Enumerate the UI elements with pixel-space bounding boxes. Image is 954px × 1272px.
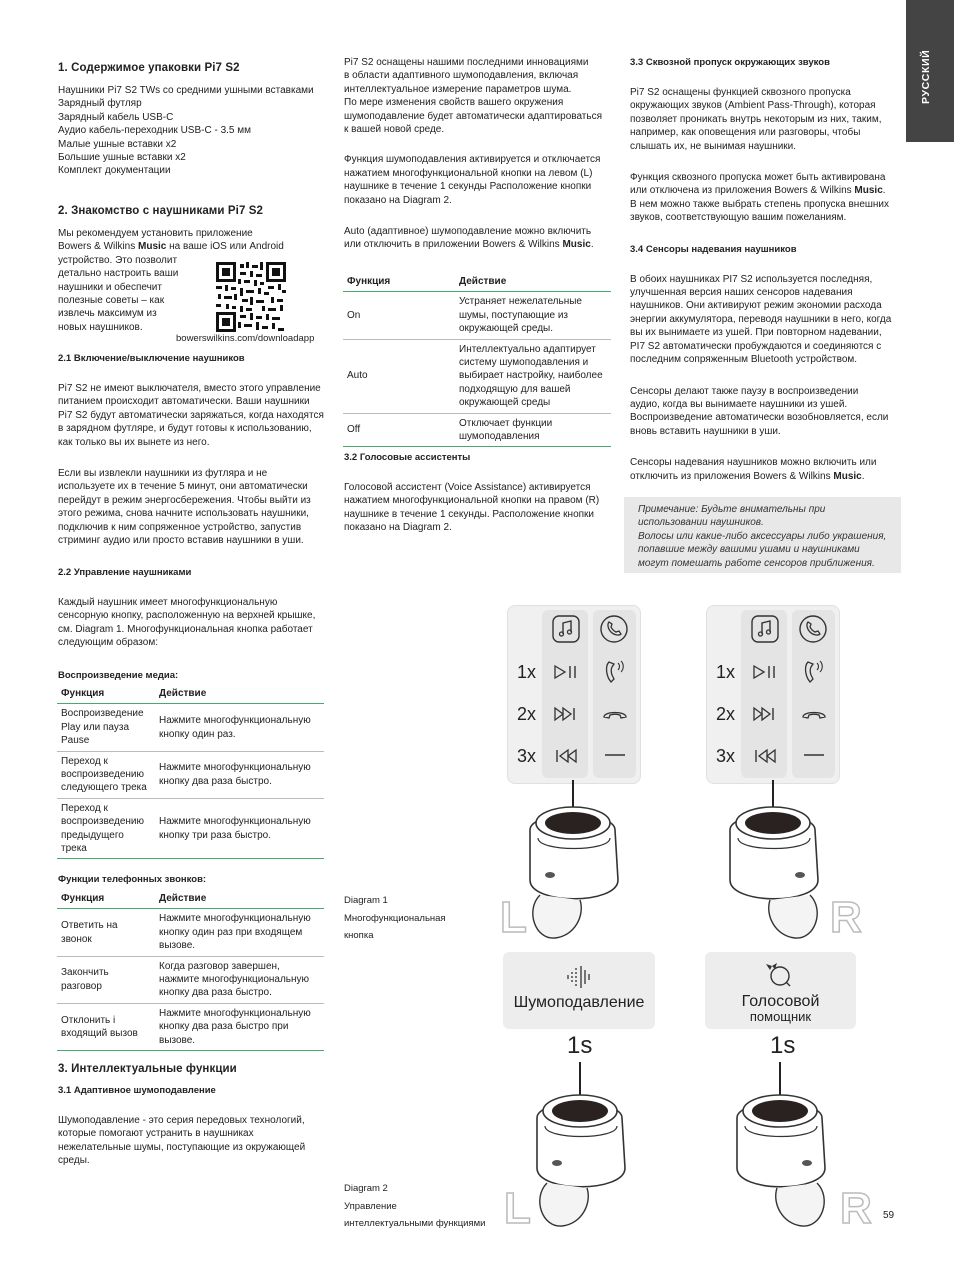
press-count-1: 1x: [716, 662, 736, 682]
noise-cancelling-icon: [565, 964, 593, 990]
section-3-title: 3. Интеллектуальные функции: [58, 1063, 237, 1075]
paragraph-line: По мере изменения свойств вашего окружения: [344, 97, 564, 109]
music-note-icon: [750, 614, 780, 644]
incoming-call-icon: [603, 658, 627, 686]
table-cell: Нажмите многофункциональную кнопку два раза быстро.: [155, 751, 324, 798]
table-cell: Auto: [343, 339, 455, 413]
paragraph-line: энергии аккумулятора, переводя наушники в него, когда: [630, 313, 892, 325]
press-count-1: 1x: [517, 662, 537, 682]
table-header: Функция: [57, 684, 155, 704]
phone-icon: [599, 614, 629, 644]
press-count-3: 3x: [716, 746, 736, 766]
caption-line: Diagram 1: [344, 895, 388, 906]
paragraph-line: звуков, соответствующую вашим пожеланиям.: [630, 212, 847, 224]
list-item: Комплект документации: [58, 165, 171, 177]
paragraph-line: позволяет проникать внутрь некоторым из них, таким,: [630, 113, 882, 125]
paragraph-line: интеллектуальное измерение параметров шума.: [344, 83, 572, 95]
diagram-1-caption: [344, 892, 494, 945]
table-cell: Отклонить і входящий вызов: [57, 1003, 155, 1050]
paragraph-line: или отключена из приложения Bowers & Wilkins Music.: [630, 185, 886, 197]
paragraph-line: Pi7 S2 будут автоматически заряжаться, когда находятся: [58, 409, 324, 421]
paragraph-line: улучшенная версия наших сенсоров надевания: [630, 287, 853, 299]
app-name: Music: [854, 185, 883, 197]
media-table: [57, 684, 324, 859]
caption-line: интеллектуальными функциями: [344, 1218, 486, 1229]
section-1: [58, 61, 328, 178]
voice-assistant-card: [705, 952, 856, 1029]
paragraph-line: Функция сквозного пропуска может быть активирована: [630, 172, 886, 184]
paragraph-line: в зарядном футляре, и будут готовы к использованию,: [58, 423, 312, 435]
app-name: Music: [138, 241, 167, 253]
section-2: [58, 204, 328, 334]
paragraph-line: окружающих звуков (Ambient Pass-Through), которая: [630, 100, 876, 112]
anc-label: Шумоподавление: [513, 994, 645, 1011]
calls-table-title: Функции телефонных звонков:: [58, 874, 207, 885]
paragraph-line: нажатием многофункциональной кнопки на левом (L): [344, 167, 593, 179]
left-letter: L: [500, 893, 527, 942]
section-2-2: [58, 566, 328, 650]
note-line: могут помешать работе сенсоров приближения.: [638, 557, 875, 569]
paragraph-line: устройство. Это позволит: [58, 254, 178, 266]
dash-icon: [802, 750, 826, 760]
paragraph-line: нажатием многофункциональной кнопки на правом (R): [344, 495, 600, 507]
paragraph-line: сенсорную кнопку, расположенную на верхней крышке,: [58, 610, 316, 622]
table-cell: Переход к воспроизведению следующего трека: [57, 751, 155, 798]
list-item: Наушники Pi7 S2 TWs со средними ушными вставками: [58, 85, 314, 96]
anc-card: [503, 952, 655, 1029]
diagram-1-right-panel: [706, 605, 840, 784]
note-box: [624, 497, 901, 573]
paragraph-line: наушнике в течение 1 секунды Расположение кнопки: [344, 181, 592, 193]
right-letter: R: [830, 893, 862, 942]
paragraph-line: как только вы их вынете из него.: [58, 436, 210, 448]
media-table-title: Воспроизведение медиа:: [58, 670, 179, 681]
diagram-2-caption: [344, 1180, 504, 1233]
app-name: Music: [833, 470, 862, 482]
caption-line: Diagram 2: [344, 1183, 388, 1194]
caption-line: Управление: [344, 1200, 397, 1212]
table-header: Функция: [343, 272, 455, 292]
table-row: [57, 798, 324, 859]
table-header: Функция: [57, 889, 155, 909]
caption-line: кнопка: [344, 930, 374, 941]
table-cell: Закончить разговор: [57, 956, 155, 1003]
right-letter-2: R: [840, 1184, 872, 1233]
table-cell: Отключает функции шумоподавления: [455, 413, 611, 447]
next-track-icon: [552, 706, 580, 722]
table-row: [343, 413, 611, 447]
table-cell: Переход к воспроизведению предыдущего трека: [57, 798, 155, 859]
table-cell: Интеллектуально адаптирует систему шумоподавления и выбирает настройку, наиболее подходящую для вашей окружающей среды: [455, 339, 611, 413]
paragraph-line: среды.: [58, 1155, 90, 1167]
next-track-icon: [751, 706, 779, 722]
col3-text: [630, 56, 900, 483]
table-row: [57, 704, 324, 751]
note-line: попавшие между вашими ушами и наушниками: [638, 544, 860, 556]
paragraph-line: этого режима, снова начните использовать наушники,: [58, 508, 309, 520]
section-2-1-title: 2.1 Включение/выключение наушников: [58, 353, 245, 364]
paragraph-line: Auto (адаптивное) шумоподавление можно включить: [344, 226, 592, 238]
section-1-title: 1. Содержимое упаковки Pi7 S2: [58, 62, 240, 74]
paragraph-line: Воспроизведение автоматически возобновляется, если: [630, 412, 889, 424]
hang-up-icon: [601, 707, 629, 721]
table-cell: Нажмите многофункциональную кнопку два раза быстро при вызове.: [155, 1003, 324, 1050]
table-row: [57, 909, 324, 956]
app-name: Music: [562, 239, 591, 251]
calls-table: [57, 889, 324, 1051]
paragraph-line: Pi7 S2 оснащены нашими последними инновациями: [344, 57, 589, 68]
package-contents-list: [58, 84, 328, 178]
note-line: Волосы или какие-либо аксессуары либо украшения,: [638, 530, 887, 542]
voice-assistant-icon: [763, 960, 795, 988]
paragraph-line: слышать их, не вынимая наушники.: [630, 140, 797, 152]
paragraph-line: полезные советы – как: [58, 295, 165, 307]
paragraph-line: вновь вставить наушники в уши.: [630, 425, 781, 437]
right-earbud-illustration-2: [705, 1062, 855, 1232]
section-3-4-title: 3.4 Сенсоры надевания наушников: [630, 243, 797, 255]
paragraph-line: стриминг аудио или просто вставив наушники в уши.: [58, 535, 304, 547]
press-count-3: 3x: [517, 746, 537, 766]
paragraph-line: или отключить в приложении Bowers & Wilkins Music.: [344, 239, 594, 251]
section-2-2-title: 2.2 Управление наушниками: [58, 567, 192, 578]
paragraph-line: наушники и обеспечит: [58, 281, 162, 293]
paragraph-line: следующим образом:: [58, 637, 158, 649]
table-row: [57, 956, 324, 1003]
language-tab-label: РУССКИЙ: [920, 49, 932, 104]
list-item: Большие ушные вставки x2: [58, 152, 186, 164]
hang-up-icon: [800, 707, 828, 721]
paragraph-line: отключить из приложения Bowers & Wilkins Music.: [630, 470, 865, 482]
qr-code-icon[interactable]: [216, 262, 286, 332]
voice-assistant-label-1: Голосовой: [741, 993, 820, 1010]
left-letter-2: L: [504, 1184, 531, 1233]
section-2-title: 2. Знакомство с наушниками Pi7 S2: [58, 205, 264, 217]
page-number: 59: [883, 1210, 895, 1221]
play-pause-icon: [552, 664, 580, 680]
table-cell: Нажмите многофункциональную кнопку один раз.: [155, 704, 324, 751]
dash-icon: [603, 750, 627, 760]
press-count-2: 2x: [716, 704, 736, 724]
diagram-1-left-panel: [507, 605, 641, 784]
download-url[interactable]: bowerswilkins.com/downloadapp: [176, 333, 315, 344]
paragraph-line: Bowers & Wilkins Music на ваше iOS или Android: [58, 241, 284, 253]
paragraph-line: Pi7 S2 не имеют выключателя, вместо этого управление: [58, 383, 321, 394]
paragraph-line: Если вы извлекли наушники из футляра и не: [58, 468, 268, 480]
paragraph-line: Pi7 S2 оснащены функцией сквозного пропуска: [630, 87, 851, 98]
section-3: [58, 1062, 328, 1168]
table-header: Действие: [155, 684, 324, 704]
table-header: Действие: [155, 889, 324, 909]
play-pause-icon: [751, 664, 779, 680]
note-line: использовании наушников.: [638, 517, 764, 529]
paragraph-line: детально настроить ваши: [58, 268, 179, 280]
paragraph-line: к вашей новой среде.: [344, 124, 445, 136]
list-item: Малые ушные вставки x2: [58, 138, 177, 150]
table-row: [343, 339, 611, 413]
press-count-2: 2x: [517, 704, 537, 724]
section-3-2-title: 3.2 Голосовые ассистенты: [344, 452, 471, 463]
list-item: Зарядный футляр: [58, 98, 142, 110]
table-cell: Устраняет нежелательные шумы, поступающие из окружающей среды.: [455, 292, 611, 339]
paragraph-line: Сенсоры надевания наушников можно включить или: [630, 457, 877, 469]
paragraph-line: извлечь максимум из: [58, 308, 157, 320]
paragraph-line: наушников. Они активируют режим экономии расхода: [630, 300, 882, 312]
paragraph-line: Мы рекомендуем установить приложение: [58, 228, 253, 239]
previous-track-icon: [552, 748, 580, 764]
paragraph-line: Голосовой ассистент (Voice Assistance) активируется: [344, 482, 591, 493]
section-2-1: [58, 352, 328, 547]
paragraph-line: показано на Diagram 2.: [344, 194, 452, 206]
table-cell: Ответить на звонок: [57, 909, 155, 956]
table-cell: On: [343, 292, 455, 339]
table-cell: Off: [343, 413, 455, 447]
section-3-3-title: 3.3 Сквозной пропуск окружающих звуков: [630, 57, 830, 68]
right-earbud-illustration: [700, 780, 850, 945]
paragraph-line: последним сопряженным Bluetooth устройством.: [630, 354, 858, 366]
paragraph-line: которые помогают устранить в наушниках: [58, 1128, 254, 1140]
note-line: Примечание: Будьте внимательны при: [638, 504, 826, 515]
paragraph-line: шумоподавление будет автоматически адаптироваться: [344, 110, 603, 122]
paragraph-line: в области адаптивного шумоподавления, включая: [344, 70, 579, 82]
paragraph-line: В нем можно также выбрать степень пропуска внешних: [630, 198, 890, 210]
hold-duration-left: 1s: [567, 1032, 593, 1059]
paragraph-line: используете их в течение 5 минут, они автоматически: [58, 481, 308, 493]
voice-assistant-label-2: помощник: [749, 1009, 812, 1024]
paragraph-line: В обоих наушниках PI7 S2 используется последняя,: [630, 273, 873, 285]
table-row: [343, 292, 611, 339]
table-cell: Воспроизведение Play или пауза Pause: [57, 704, 155, 751]
paragraph-line: PI7 S2 автоматически пробуждаются и соединяются с: [630, 340, 882, 352]
list-item: Зарядный кабель USB-C: [58, 111, 174, 123]
paragraph-line: Сенсоры делают также паузу в воспроизведении: [630, 385, 859, 397]
hold-duration-right: 1s: [770, 1032, 796, 1059]
phone-icon: [798, 614, 828, 644]
previous-track-icon: [751, 748, 779, 764]
table-cell: Нажмите многофункциональную кнопку один раз при входящем вызове.: [155, 909, 324, 956]
paragraph-line: аудио, когда вы вынимаете наушники из ушей.: [630, 398, 848, 410]
col2-text: [344, 56, 610, 252]
language-tab: [906, 0, 954, 142]
table-header: Действие: [455, 272, 611, 292]
paragraph-line: питанием происходит автоматически. Ваши наушники: [58, 396, 310, 408]
paragraph-line: нежелательные шумы, поступающие из окружающей: [58, 1141, 306, 1153]
paragraph-line: см. Diagram 1. Многофункциональная кнопка работает: [58, 623, 313, 635]
paragraph-line: подключив к ним сопряженное устройство, запустив: [58, 521, 302, 533]
paragraph-line: например, как оповещения или разговоры, чтобы: [630, 127, 861, 139]
paragraph-line: Функция шумоподавления активируется и отключается: [344, 154, 601, 166]
paragraph-line: Каждый наушник имеет многофункциональную: [58, 597, 278, 608]
table-cell: Нажмите многофункциональную кнопку три раза быстро.: [155, 798, 324, 859]
incoming-call-icon: [802, 658, 826, 686]
paragraph-line: наушнике в течение 1 секунды. Расположение кнопки: [344, 508, 595, 520]
paragraph-line: показано на Diagram 2.: [344, 522, 452, 534]
paragraph-line: вы их вынимаете из ушей. При повторном надевании,: [630, 327, 882, 339]
anc-table: [343, 272, 611, 447]
section-3-2: [344, 451, 610, 535]
table-row: [57, 751, 324, 798]
paragraph-line: Шумоподавление - это серия передовых технологий,: [58, 1115, 305, 1126]
table-row: [57, 1003, 324, 1050]
caption-line: Многофункциональная: [344, 912, 446, 924]
music-note-icon: [551, 614, 581, 644]
section-3-1-title: 3.1 Адаптивное шумоподавление: [58, 1085, 216, 1096]
paragraph-line: перейдут в режим энергосбережения. Чтобы выйти из: [58, 494, 311, 506]
paragraph-line: новых наушников.: [58, 321, 143, 333]
table-cell: Когда разговор завершен, нажмите многофункциональную кнопку два раза быстро.: [155, 956, 324, 1003]
list-item: Аудио кабель-переходник USB-C - 3.5 мм: [58, 125, 251, 137]
